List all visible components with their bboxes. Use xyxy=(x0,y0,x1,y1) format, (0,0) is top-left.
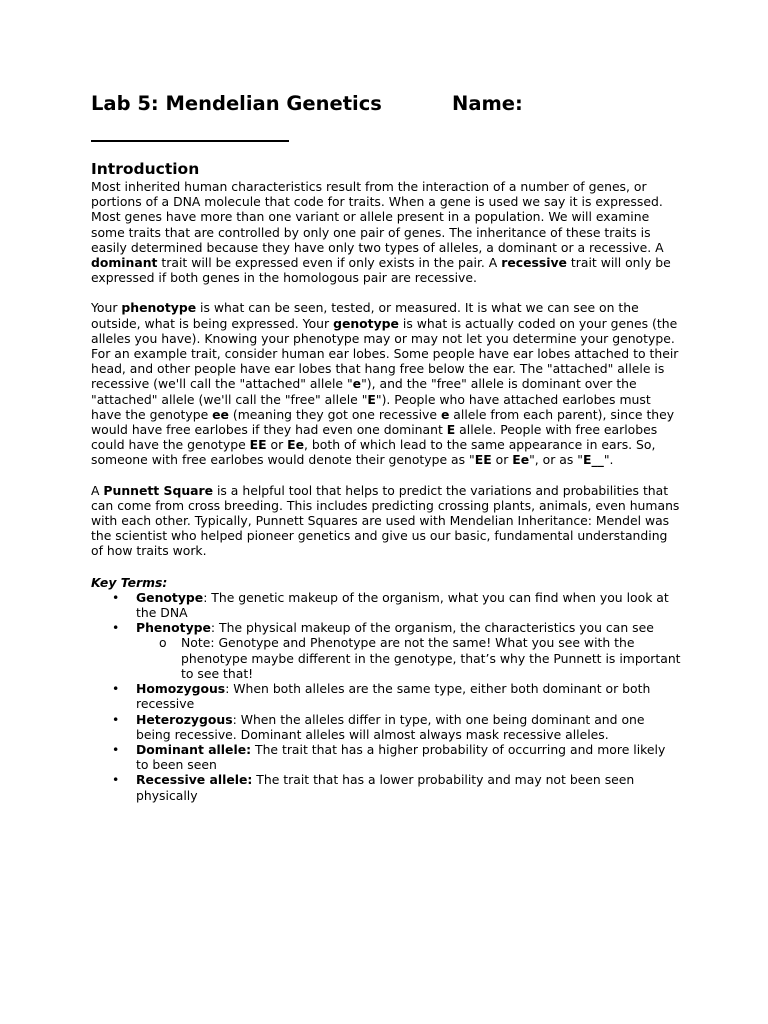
intro-paragraph-3: A Punnett Square is a helpful tool that helps to predict the variations and probabilities that can come from cross breeding. This includes predicting crossing plants, animals, even humans with each other. Typically, Punnett Squares are used with Mendelian Inheritance: Mendel was the scientist who helped pioneer genetics and give us our basic, fundamental understanding of how traits work. xyxy=(91,482,680,559)
title-row xyxy=(91,92,681,120)
list-item-homozygous: • Homozygous: When both alleles are the same type, either both dominant or both recessive xyxy=(112,681,651,712)
list-item-genotype: • Genotype: The genetic makeup of the organism, what you can find when you look at the DNA xyxy=(112,589,669,621)
bullet-glyph: • xyxy=(112,620,120,636)
introduction-heading: Introduction xyxy=(91,160,200,178)
list-item-dominant-allele: • Dominant allele: The trait that has a higher probability of occurring and more likely to been seen xyxy=(112,741,666,773)
bullet-glyph: • xyxy=(112,681,120,697)
phenotype-sub-list xyxy=(136,635,681,681)
list-item-heterozygous: • Heterozygous: When the alleles differ in type, with one being dominant and one being recessive. Dominant alleles will almost always mask recessive alleles. xyxy=(112,711,645,742)
sub-bullet-glyph: o xyxy=(159,635,167,651)
key-terms-list xyxy=(91,590,681,803)
name-label: Name: xyxy=(452,92,523,115)
bullet-glyph: • xyxy=(112,772,120,788)
bullet-glyph: • xyxy=(112,589,120,605)
intro-paragraph-2: Your phenotype is what can be seen, tested, or measured. It is what we can see on the outside, what is being expressed. Your genotype is what is actually coded on your genes (the alleles you have). Knowing your phenotype may or may not let you determine your genotype. For an example trait, consider human ear lobes. Some people have ear lobes attached to their head, and other people have ear lobes that hang free below the ear. The "attached" allele is recessive (we'll call the "attached" allele "e"), and the "free" allele is dominant over the "attached" allele (we'll call the "free" allele "E"). People who have attached earlobes must have the genotype ee (meaning they got one recessive e allele from each parent), since they would have free earlobes if they had even one dominant E allele. People with free earlobes could have the genotype EE or Ee, both of which lead to the same appearance in ears. So, someone with free earlobes would denote their genotype as "EE or Ee", or as "E__". xyxy=(91,300,679,468)
list-item-note: o Note: Genotype and Phenotype are not the same! What you see with the phenotype maybe different in the genotype, that’s why the Punnett is important to see that! xyxy=(159,635,681,681)
bullet-glyph: • xyxy=(112,711,120,727)
document-page xyxy=(91,92,681,803)
bullet-glyph: • xyxy=(112,741,120,757)
lab-title: Lab 5: Mendelian Genetics xyxy=(91,92,382,115)
key-terms-heading: Key Terms: xyxy=(91,574,168,590)
list-item-recessive-allele: • Recessive allele: The trait that has a lower probability and may not been seen physically xyxy=(112,772,635,803)
list-item-phenotype: • Phenotype: The physical makeup of the organism, the characteristics you can see o Note: Genotype and Phenotype are not the same! What you see with the phenotype maybe different in the genotype, that’s why the Punnett is important to see that! xyxy=(112,620,681,681)
intro-paragraph-1: Most inherited human characteristics result from the interaction of a number of genes, or portions of a DNA molecule that code for traits. When a gene is used we say it is expressed. Most genes have more than one variant or allele present in a population. We will examine some traits that are controlled by only one pair of genes. The inheritance of these traits is easily determined because they have only two types of alleles, a dominant or a recessive. A dominant trait will be expressed even if only exists in the pair. A recessive trait will only be expressed if both genes in the homologous pair are recessive. xyxy=(91,179,671,286)
name-blank-line xyxy=(91,120,289,142)
